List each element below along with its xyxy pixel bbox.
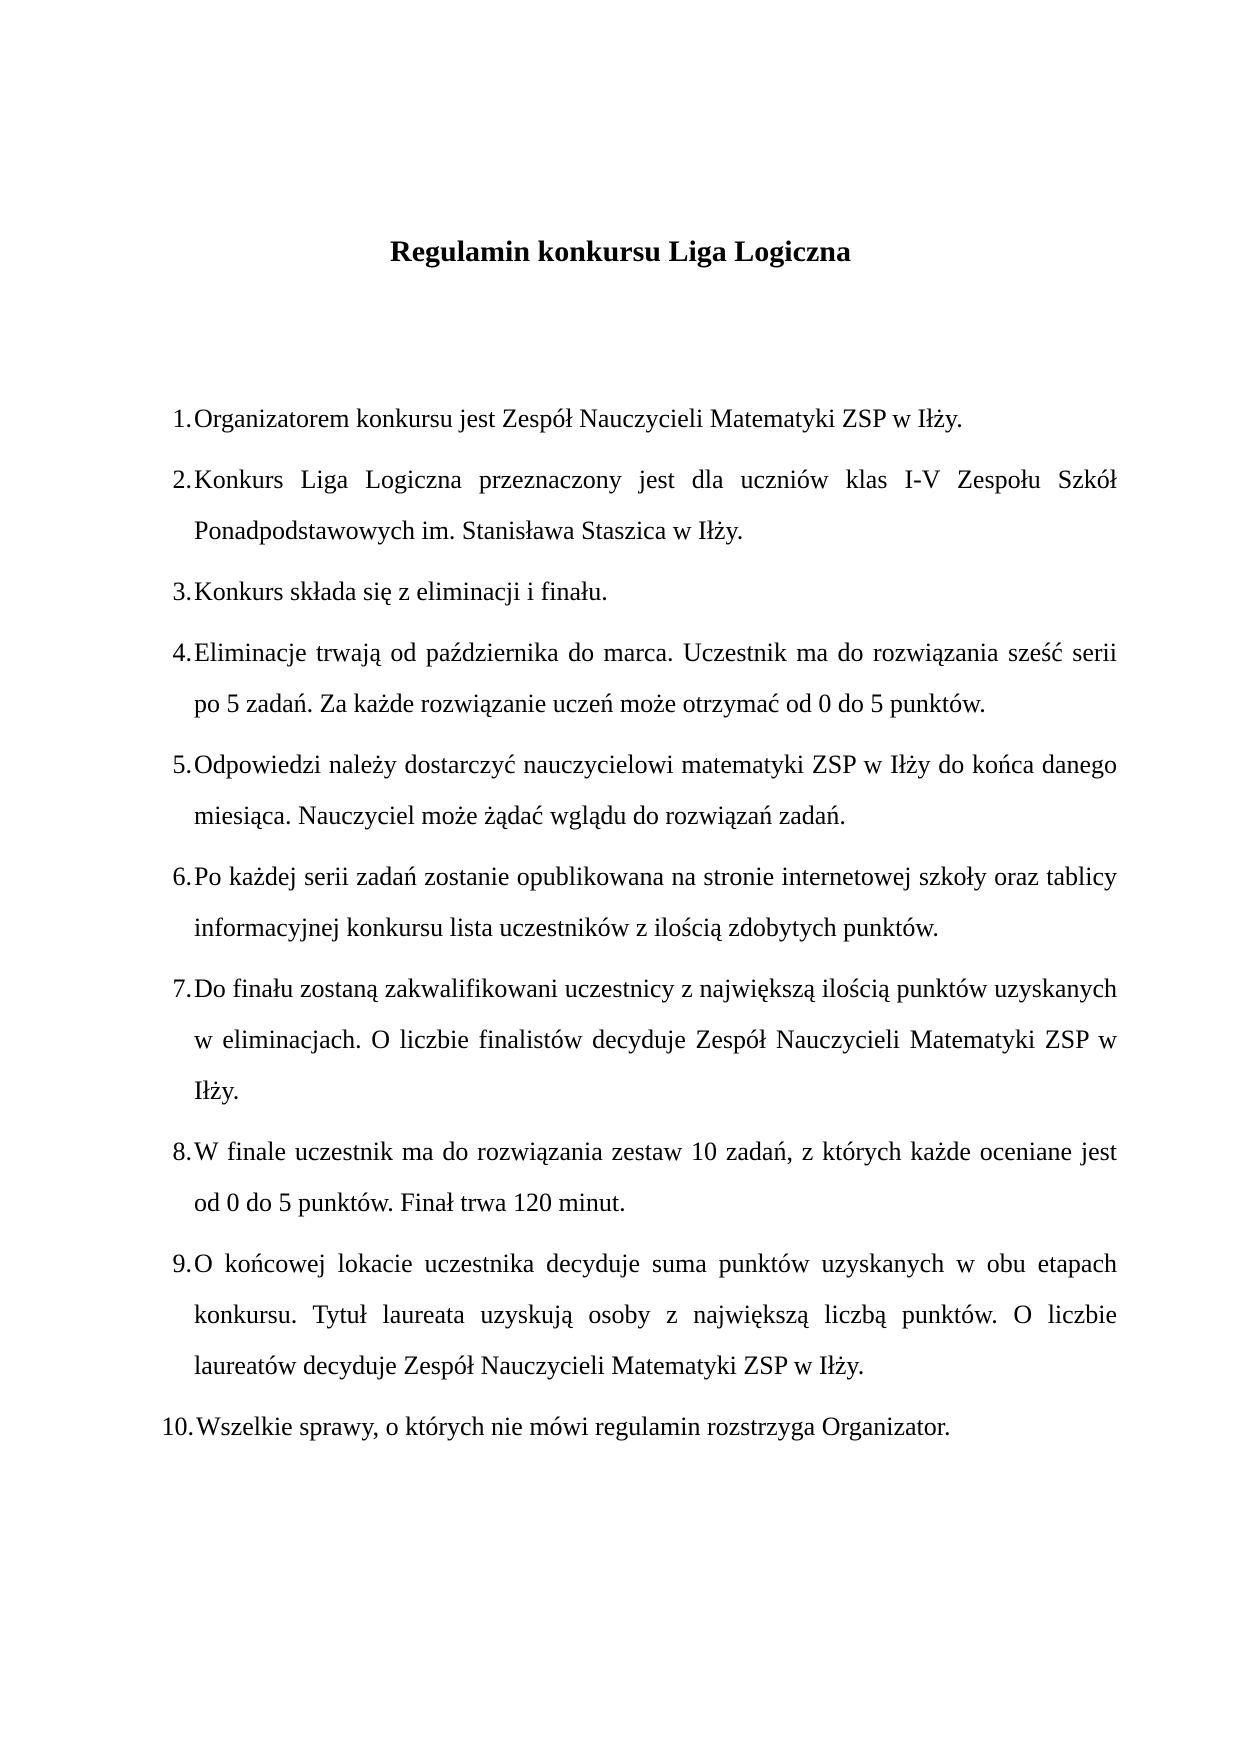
rule-number: 3. bbox=[172, 577, 192, 606]
rule-item-2 bbox=[160, 454, 1117, 556]
document-title: Regulamin konkursu Liga Logiczna bbox=[390, 235, 851, 268]
rule-item-8 bbox=[160, 1126, 1117, 1228]
rule-item-1 bbox=[160, 393, 1117, 444]
rule-number: 7. bbox=[172, 974, 192, 1003]
rule-text: Do finału zostaną zakwalifikowani uczestnicy z największą ilością punktów uzyskanych w eliminacjach. O liczbie finalistów decyduje Zespół Nauczycieli Matematyki ZSP w Iłży. bbox=[194, 974, 1117, 1105]
rule-number: 4. bbox=[172, 638, 192, 667]
rule-number: 5. bbox=[172, 750, 192, 779]
rule-item-4 bbox=[160, 627, 1117, 729]
rules-list bbox=[160, 393, 1117, 1462]
rule-text: Konkurs składa się z eliminacji i finału. bbox=[194, 577, 608, 606]
rule-item-5 bbox=[160, 739, 1117, 841]
rule-item-10 bbox=[160, 1401, 1117, 1452]
rule-text: Wszelkie sprawy, o których nie mówi regulamin rozstrzyga Organizator. bbox=[196, 1412, 951, 1441]
rule-number: 10. bbox=[161, 1412, 194, 1441]
rule-text: Eliminacje trwają od października do marca. Uczestnik ma do rozwiązania sześć serii po 5 zadań. Za każde rozwiązanie uczeń może otrzymać od 0 do 5 punktów. bbox=[194, 638, 1117, 718]
rule-item-7 bbox=[160, 963, 1117, 1116]
rule-text: Odpowiedzi należy dostarczyć nauczycielowi matematyki ZSP w Iłży do końca danego miesiąca. Nauczyciel może żądać wglądu do rozwiązań zadań. bbox=[194, 750, 1117, 830]
rule-item-3 bbox=[160, 566, 1117, 617]
rule-number: 6. bbox=[172, 862, 192, 891]
rule-number: 9. bbox=[172, 1249, 192, 1278]
rule-text: W finale uczestnik ma do rozwiązania zestaw 10 zadań, z których każde oceniane jest od 0 do 5 punktów. Finał trwa 120 minut. bbox=[194, 1137, 1117, 1217]
rule-text: Konkurs Liga Logiczna przeznaczony jest dla uczniów klas I-V Zespołu Szkół Ponadpodstawowych im. Stanisława Staszica w Iłży. bbox=[194, 465, 1117, 545]
rule-text: Organizatorem konkursu jest Zespół Nauczycieli Matematyki ZSP w Iłży. bbox=[194, 404, 963, 433]
rule-number: 1. bbox=[172, 404, 192, 433]
rule-text: O końcowej lokacie uczestnika decyduje suma punktów uzyskanych w obu etapach konkursu. Tytuł laureata uzyskują osoby z największą liczbą punktów. O liczbie laureatów decyduje Zespół Nauczycieli Matematyki ZSP w Iłży. bbox=[194, 1249, 1117, 1380]
rule-number: 8. bbox=[172, 1137, 192, 1166]
rule-item-9 bbox=[160, 1238, 1117, 1391]
rule-item-6 bbox=[160, 851, 1117, 953]
rule-number: 2. bbox=[172, 465, 192, 494]
rule-text: Po każdej serii zadań zostanie opublikowana na stronie internetowej szkoły oraz tablicy informacyjnej konkursu lista uczestników z ilością zdobytych punktów. bbox=[194, 862, 1117, 942]
